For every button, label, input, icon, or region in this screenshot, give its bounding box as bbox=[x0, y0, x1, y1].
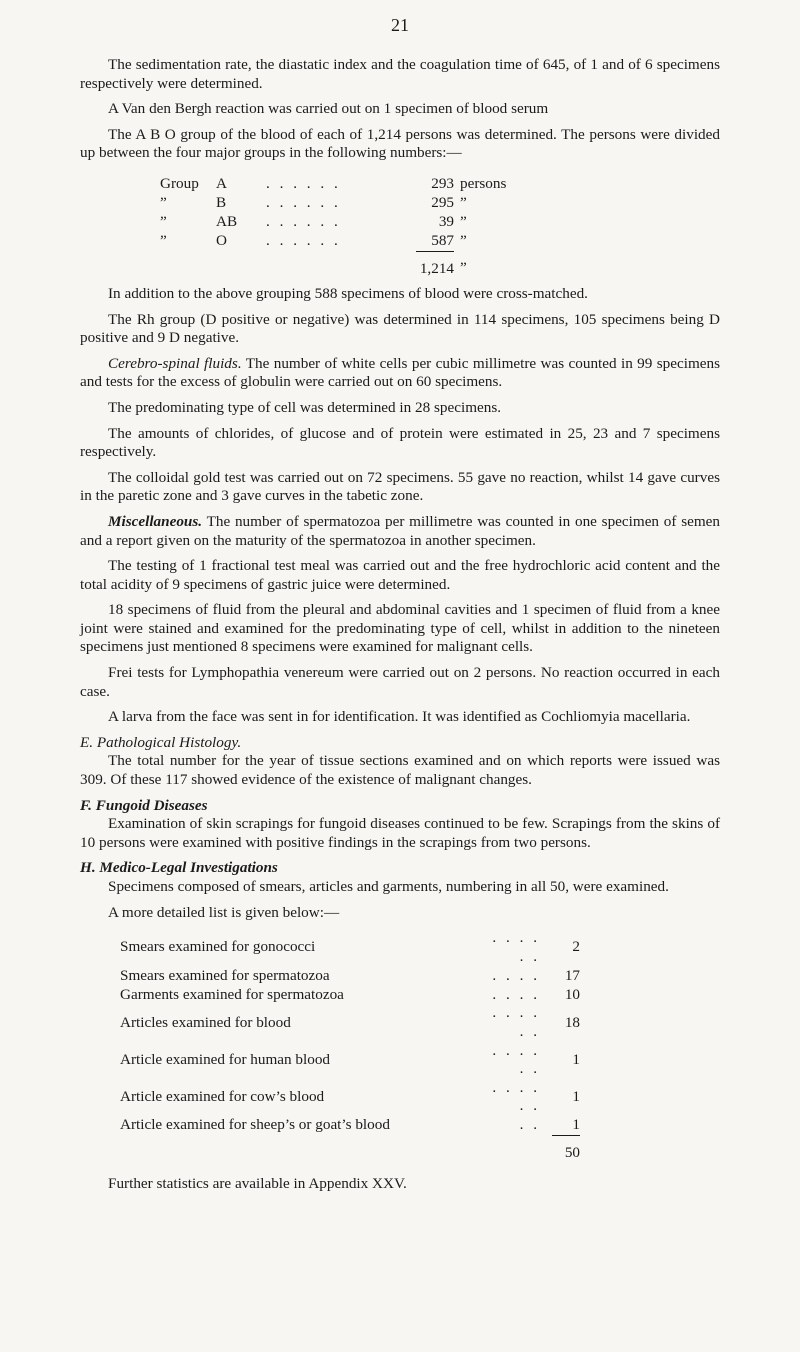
item-count: 10 bbox=[564, 985, 580, 1003]
leader-dots: . . . . . . bbox=[266, 231, 341, 249]
section-e-text: The total number for the year of tissue sections examined and on which reports were issued was 309. Of these 117 showed evidence of the existence of malignant changes. bbox=[80, 752, 720, 789]
item-count: 1 bbox=[572, 1050, 580, 1068]
blood-group-row bbox=[160, 194, 540, 213]
item-label: Smears examined for spermatozoa bbox=[120, 966, 330, 984]
group-total-unit: ” bbox=[460, 259, 467, 277]
group-code: B bbox=[216, 193, 227, 211]
miscellaneous-text: The number of spermatozoa per millimetre was counted in one specimen of semen and a report given on the maturity of the spermatozoa in another specimen. bbox=[80, 512, 720, 549]
item-count: 1 bbox=[572, 1116, 580, 1134]
group-total: 1,214 bbox=[416, 251, 454, 279]
medico-legal-row bbox=[120, 1042, 580, 1079]
blood-group-row bbox=[160, 175, 540, 194]
item-count: 18 bbox=[564, 1013, 580, 1031]
spacer bbox=[160, 251, 216, 279]
group-count: 587 bbox=[431, 231, 454, 249]
medico-legal-row bbox=[120, 1079, 580, 1116]
item-count: 1 bbox=[572, 1088, 580, 1106]
group-code: A bbox=[216, 174, 227, 192]
medico-legal-row bbox=[120, 1116, 580, 1136]
item-label: Article examined for human blood bbox=[120, 1050, 331, 1068]
group-label: ” bbox=[160, 212, 167, 230]
paragraph-miscellaneous bbox=[80, 513, 720, 550]
leader-dots: . . . . . . bbox=[492, 1041, 540, 1078]
group-unit: ” bbox=[460, 193, 467, 211]
spacer bbox=[120, 1135, 490, 1163]
item-label: Garments examined for spermatozoa bbox=[120, 985, 344, 1003]
section-f-text: Examination of skin scrapings for fungoid diseases continued to be few. Scrapings from the skins of 10 persons were examined with positive findings in the scrapings from two persons. bbox=[80, 815, 720, 851]
paragraph-cell-type: The predominating type of cell was determined in 28 specimens. bbox=[108, 398, 502, 416]
medico-legal-row bbox=[120, 929, 580, 966]
leader-dots: . . bbox=[519, 1116, 540, 1134]
item-label: Articles examined for blood bbox=[120, 1013, 291, 1031]
leader-dots: . . . . . . bbox=[266, 174, 341, 192]
group-code: AB bbox=[216, 212, 238, 230]
paragraph-test-meal: The testing of 1 fractional test meal was carried out and the free hydrochloric acid content and the total acidity of 9 specimens of gastric juice were determined. bbox=[80, 557, 720, 593]
miscellaneous-heading: Miscellaneous. bbox=[108, 512, 203, 530]
section-h-heading: H. Medico-Legal Investigations bbox=[80, 859, 278, 877]
section-e-heading: E. Pathological Histology. bbox=[80, 733, 242, 751]
group-count: 39 bbox=[438, 212, 454, 230]
medico-legal-row bbox=[120, 985, 580, 1004]
section-f-heading: F. Fungoid Diseases bbox=[80, 796, 208, 814]
item-label: Article examined for sheep’s or goat’s blood bbox=[120, 1116, 390, 1134]
group-label: Group bbox=[160, 174, 199, 192]
paragraph-colloidal-gold: The colloidal gold test was carried out on 72 specimens. 55 gave no reaction, whilst 14 gave curves in the paretic zone and 3 gave curves in the tabetic zone. bbox=[80, 468, 720, 505]
medico-legal-total-row bbox=[120, 1135, 580, 1163]
paragraph-chlorides: The amounts of chlorides, of glucose and of protein were estimated in 25, 23 and 7 specimens respectively. bbox=[80, 424, 720, 461]
paragraph-larva: A larva from the face was sent in for identification. It was identified as Cochliomyia macellaria. bbox=[108, 708, 691, 726]
leader-dots: . . . . . . bbox=[492, 929, 540, 965]
blood-group-row bbox=[160, 232, 540, 252]
medico-legal-row bbox=[120, 1004, 580, 1041]
paragraph-cerebro-spinal bbox=[80, 355, 720, 392]
paragraph-abo-group: The A B O group of the blood of each of 1,214 persons was determined. The persons were divided up between the four major groups in the following numbers:— bbox=[80, 125, 720, 162]
group-label: ” bbox=[160, 193, 167, 211]
group-count: 295 bbox=[431, 193, 454, 211]
spacer bbox=[266, 251, 416, 279]
section-h-list-intro: A more detailed list is given below:— bbox=[108, 903, 340, 921]
paragraph-van-den-bergh: A Van den Bergh reaction was carried out on 1 specimen of blood serum bbox=[108, 100, 549, 118]
leader-dots: . . . . . . bbox=[266, 212, 341, 230]
section-h-text: Specimens composed of smears, articles and garments, numbering in all 50, were examined. bbox=[108, 878, 669, 895]
medico-legal-total: 50 bbox=[552, 1135, 580, 1163]
item-label: Smears examined for gonococci bbox=[120, 938, 316, 956]
leader-dots: . . . . . . bbox=[492, 1004, 540, 1040]
blood-group-table bbox=[160, 175, 540, 279]
group-count: 293 bbox=[431, 174, 454, 192]
blood-group-total-row bbox=[160, 251, 540, 279]
group-unit: ” bbox=[460, 231, 467, 249]
group-code: O bbox=[216, 231, 227, 249]
spacer bbox=[216, 251, 266, 279]
leader-dots: . . . . bbox=[492, 985, 540, 1003]
item-count: 17 bbox=[564, 966, 580, 984]
spacer bbox=[490, 1135, 552, 1163]
paragraph-rh-group: The Rh group (D positive or negative) was determined in 114 specimens, 105 specimens being D positive and 9 D negative. bbox=[80, 310, 720, 347]
item-label: Article examined for cow’s blood bbox=[120, 1088, 325, 1106]
medico-legal-row bbox=[120, 966, 580, 985]
page-number: 21 bbox=[391, 15, 409, 35]
item-count: 2 bbox=[572, 938, 580, 956]
paragraph-sedimentation: The sedimentation rate, the diastatic index and the coagulation time of 645, of 1 and of 6 specimens respectively were determined. bbox=[80, 56, 720, 92]
leader-dots: . . . . . . bbox=[492, 1078, 540, 1115]
blood-group-row bbox=[160, 213, 540, 232]
medico-legal-table bbox=[120, 929, 580, 1163]
paragraph-cross-matched: In addition to the above grouping 588 specimens of blood were cross-matched. bbox=[108, 284, 588, 302]
paragraph-frei-tests: Frei tests for Lymphopathia venereum were carried out on 2 persons. No reaction occurred in each case. bbox=[80, 664, 720, 700]
paragraph-pleural-fluid: 18 specimens of fluid from the pleural and abdominal cavities and 1 specimen of fluid from a knee joint were stained and examined for the predominating type of cell, whilst in addition to the nineteen specimens just mentioned 8 specimens were examined for malignant cells. bbox=[80, 601, 720, 656]
cerebro-spinal-heading: Cerebro-spinal fluids. bbox=[108, 354, 242, 372]
group-unit: persons bbox=[460, 174, 507, 192]
leader-dots: . . . . bbox=[492, 966, 540, 984]
leader-dots: . . . . . . bbox=[266, 193, 341, 211]
group-label: ” bbox=[160, 231, 167, 249]
group-unit: ” bbox=[460, 212, 467, 230]
page-body bbox=[80, 56, 720, 1201]
footer-note: Further statistics are available in Appendix XXV. bbox=[108, 1174, 407, 1192]
cerebro-spinal-text: The number of white cells per cubic millimetre was counted in 99 specimens and tests for the excess of globulin were carried out on 60 specimens. bbox=[80, 354, 721, 391]
